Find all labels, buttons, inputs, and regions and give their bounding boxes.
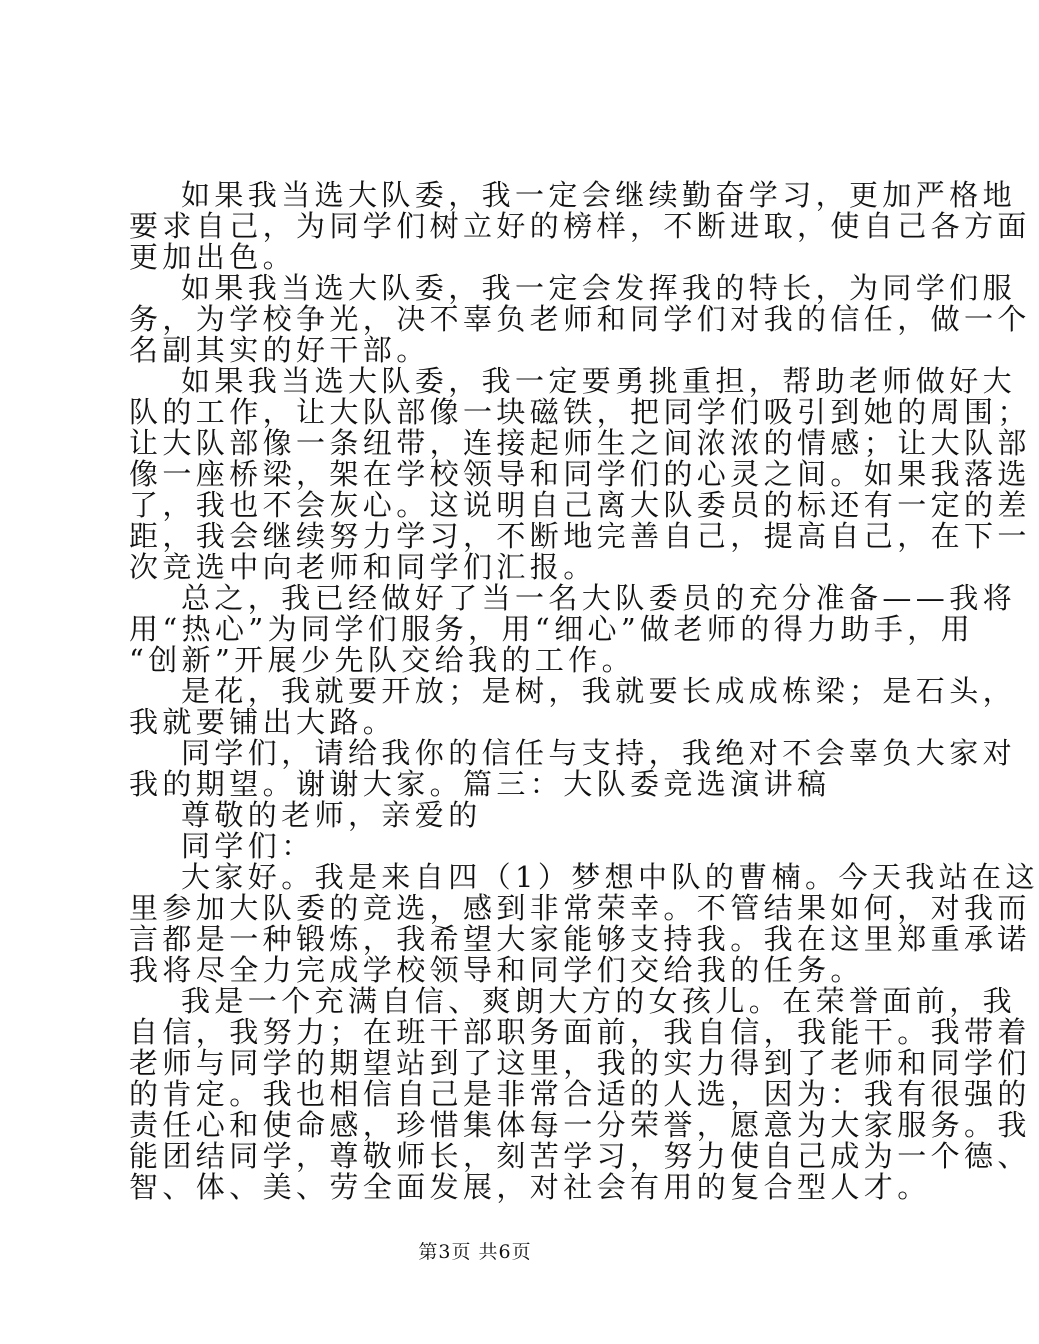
- text-line: 更加出色。: [129, 240, 297, 274]
- text-line: 我将尽全力完成学校领导和同学们交给我的任务。: [129, 953, 864, 987]
- text-line: 如果我当选大队委，我一定会发挥我的特长，为同学们服: [181, 271, 1017, 305]
- text-line: 言都是一种锻炼，我希望大家能够支持我。我在这里郑重承诺: [129, 922, 1031, 956]
- text-line: 的肯定。我也相信自己是非常合适的人选，因为：我有很强的: [129, 1077, 1031, 1111]
- text-line: 老师与同学的期望站到了这里，我的实力得到了老师和同学们: [129, 1046, 1031, 1080]
- text-line: 次竞选中向老师和同学们汇报。: [129, 550, 597, 584]
- text-line: 如果我当选大队委，我一定要勇挑重担，帮助老师做好大: [181, 364, 1017, 398]
- text-line: 如果我当选大队委，我一定会继续勤奋学习，更加严格地: [181, 178, 1017, 212]
- text-line: 名副其实的好干部。: [129, 333, 430, 367]
- text-line: 自信，我努力；在班干部职务面前，我自信，我能干。我带着: [129, 1015, 1031, 1049]
- page-footer: 第3页 共6页: [418, 1241, 532, 1263]
- text-line: 我的期望。谢谢大家。篇三：大队委竞选演讲稿: [129, 767, 831, 801]
- text-line: “创新”开展少先队交给我的工作。: [129, 643, 636, 677]
- text-line: 让大队部像一条纽带，连接起师生之间浓浓的情感；让大队部: [129, 426, 1031, 460]
- text-line: 用“热心”为同学们服务，用“细心”做老师的得力助手，用: [129, 612, 975, 646]
- text-line: 同学们，请给我你的信任与支持，我绝对不会辜负大家对: [181, 736, 1017, 770]
- text-line: 要求自己，为同学们树立好的榜样，不断进取，使自己各方面: [129, 209, 1031, 243]
- text-line: 尊敬的老师，亲爱的: [181, 798, 482, 832]
- text-line: 智、体、美、劳全面发展，对社会有用的复合型人才。: [129, 1170, 931, 1204]
- text-line: 我就要铺出大路。: [129, 705, 397, 739]
- text-line: 责任心和使命感，珍惜集体每一分荣誉，愿意为大家服务。我: [129, 1108, 1031, 1142]
- text-line: 像一座桥梁，架在学校领导和同学们的心灵之间。如果我落选: [129, 457, 1031, 491]
- text-line: 总之，我已经做好了当一名大队委员的充分准备——我将: [181, 581, 1017, 615]
- text-line: 了，我也不会灰心。这说明自己离大队委员的标还有一定的差: [129, 488, 1031, 522]
- text-line: 能团结同学，尊敬师长，刻苦学习，努力使自己成为一个德、: [129, 1139, 1031, 1173]
- text-line: 务，为学校争光，决不辜负老师和同学们对我的信任，做一个: [129, 302, 1031, 336]
- text-line: 里参加大队委的竞选，感到非常荣幸。不管结果如何，对我而: [129, 891, 1031, 925]
- text-line: 队的工作，让大队部像一块磁铁，把同学们吸引到她的周围；: [129, 395, 1031, 429]
- text-line: 同学们：: [181, 829, 315, 863]
- text-line: 是花，我就要开放；是树，我就要长成成栋梁；是石头，: [181, 674, 1017, 708]
- text-line: 我是一个充满自信、爽朗大方的女孩儿。在荣誉面前，我: [181, 984, 1017, 1018]
- text-line: 距，我会继续努力学习，不断地完善自己，提高自己，在下一: [129, 519, 1031, 553]
- text-line: 大家好。我是来自四（1）梦想中队的曹楠。今天我站在这: [181, 860, 1039, 894]
